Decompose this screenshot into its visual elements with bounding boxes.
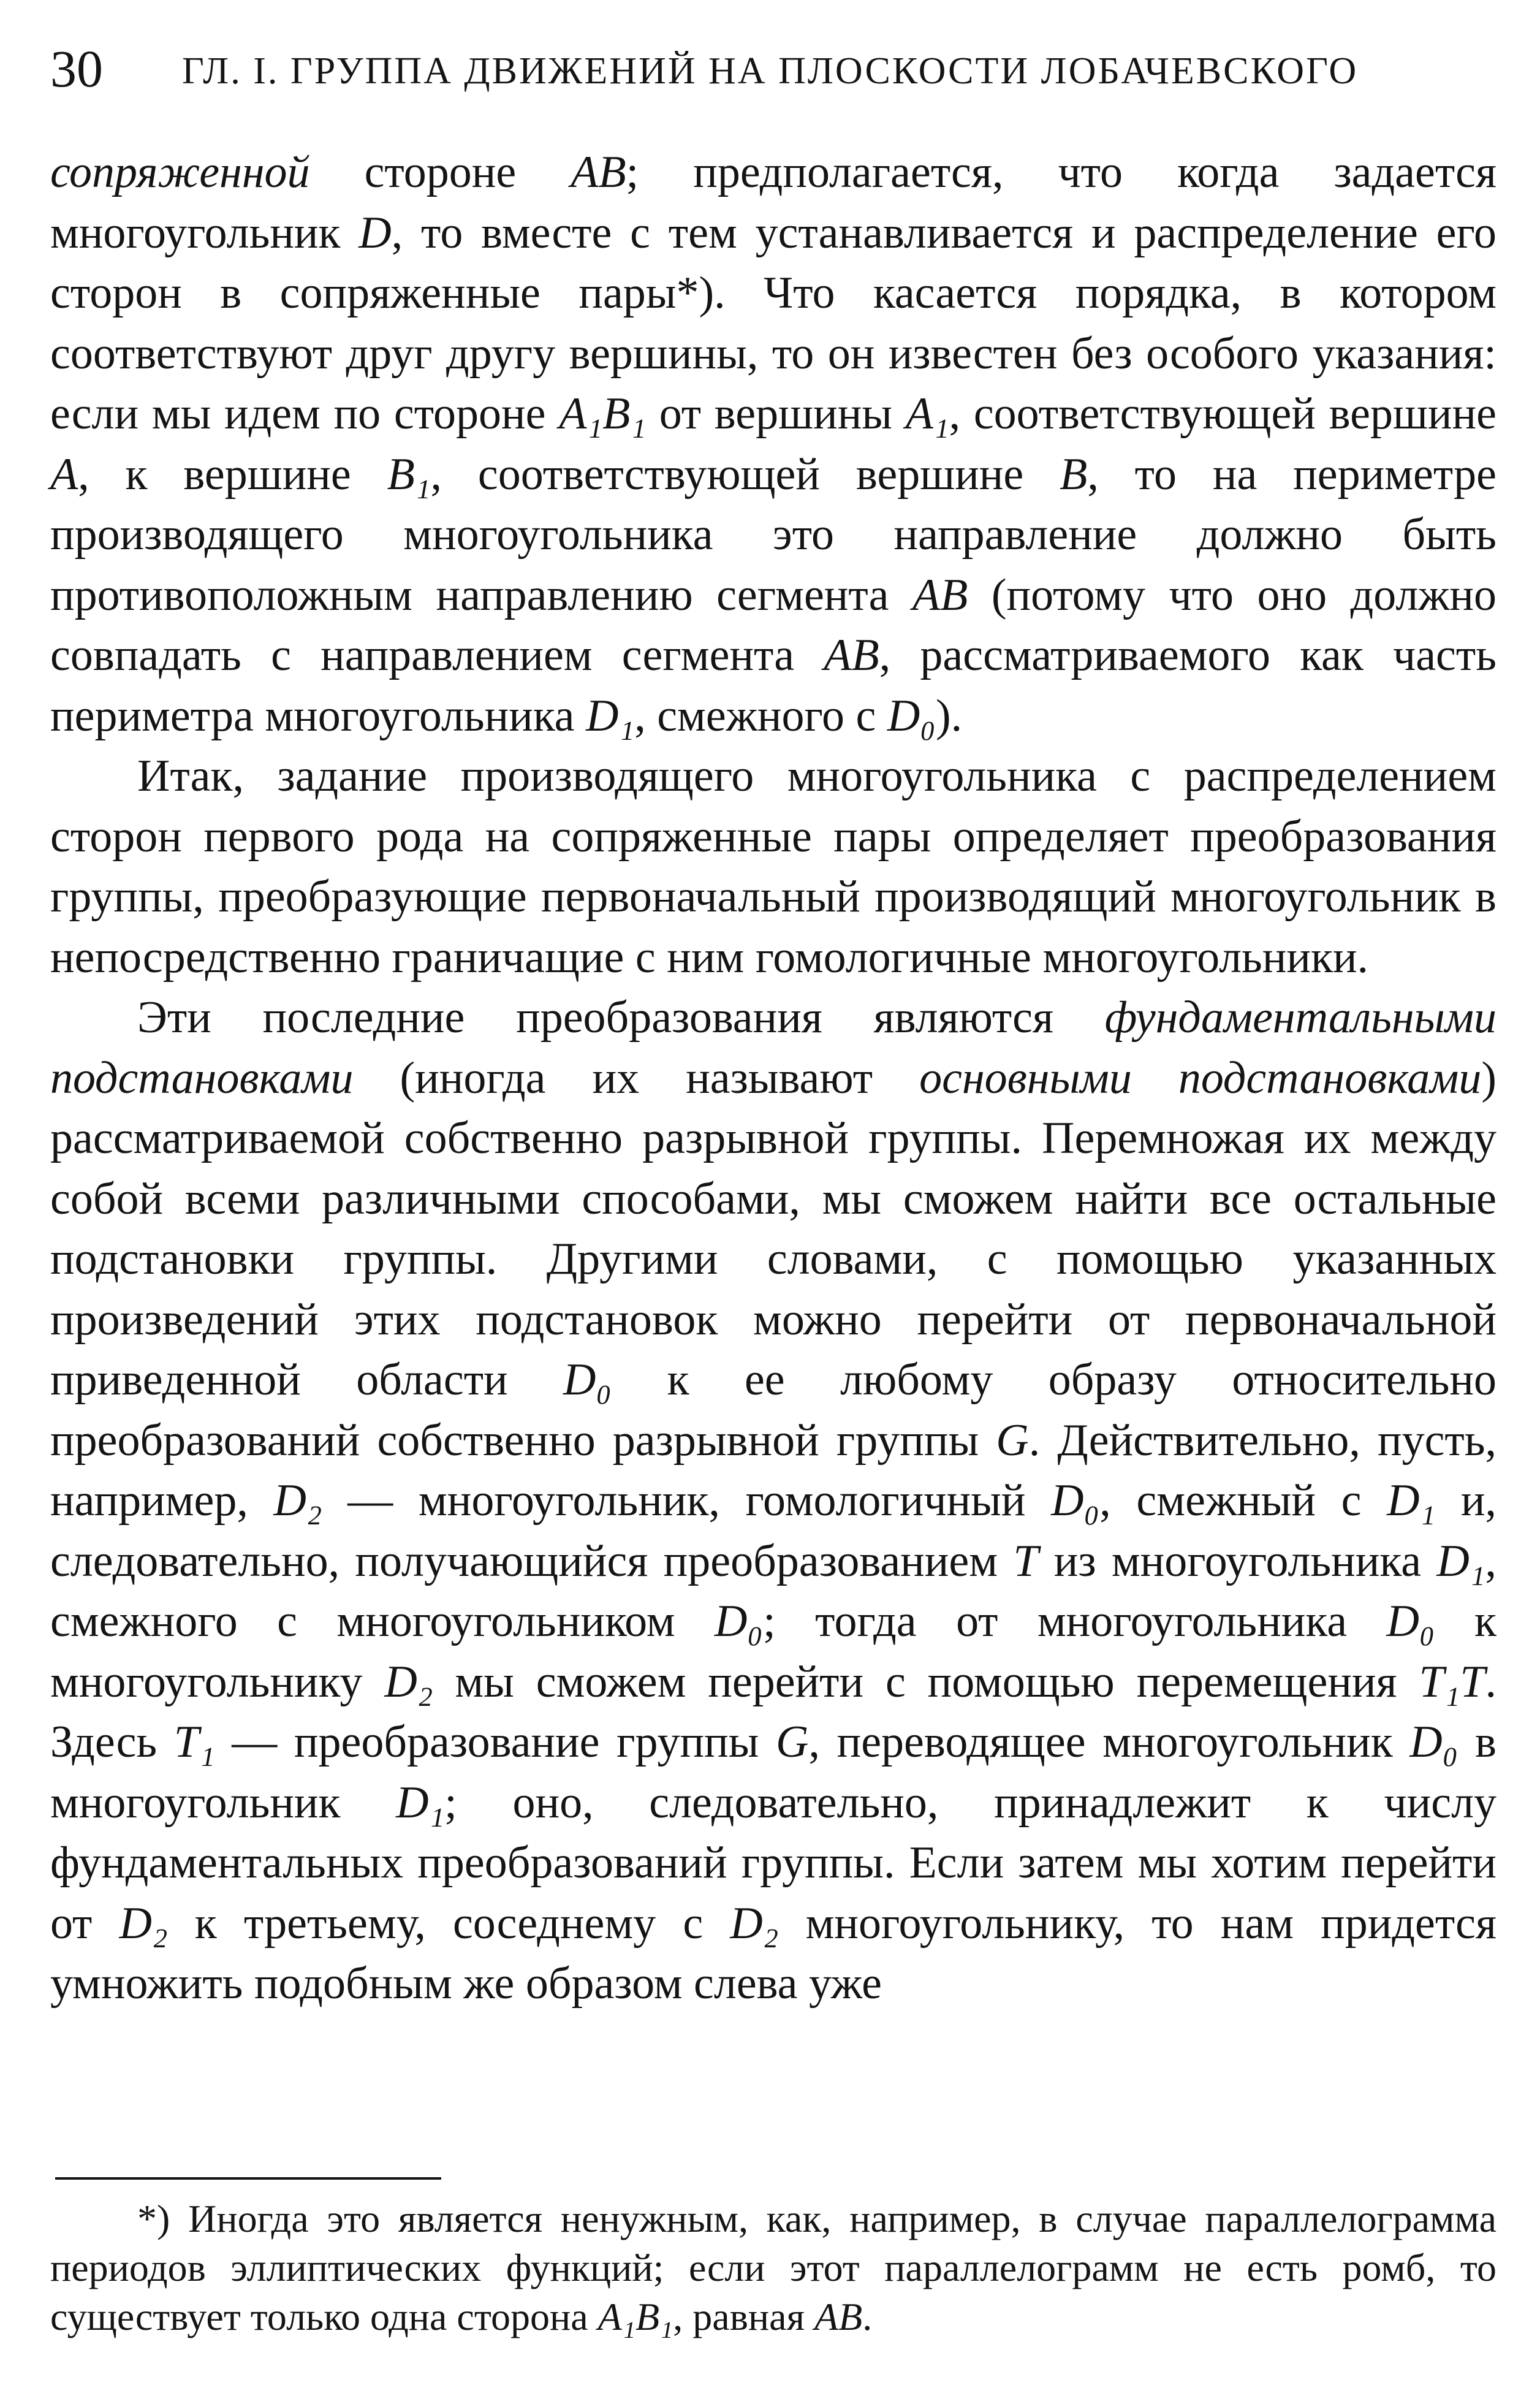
text-run: , смежный с [1099, 1475, 1387, 1526]
italic-text: B₁ [387, 449, 431, 500]
text-run: (иногда их называют [353, 1052, 920, 1103]
footnote-divider [55, 2177, 441, 2180]
italic-text: D₀ [1386, 1596, 1435, 1646]
italic-text: D₀ [1409, 1717, 1458, 1767]
italic-text: D₀ [1051, 1475, 1100, 1526]
italic-text: сопряженной [50, 147, 310, 197]
italic-text: D₀ [714, 1596, 764, 1646]
text-run: , то вместе с тем устанавливается и распределение его сторон в сопряженные пары*). Что касается порядка, в котором соответствуют друг другу вершины, то он известен без особого указания: если мы идем по стороне [50, 207, 1496, 439]
text-run: , рассматриваемого как часть периметра многоугольника [50, 630, 1496, 741]
text-run: . Действительно, пусть, например, [50, 1415, 1497, 1526]
text-run: от вершины [646, 389, 906, 439]
text-run: ; оно, следовательно, принадлежит к числу фундаментальных преобразований группы. Если затем мы хотим перейти от [50, 1777, 1496, 1949]
italic-text: D₁ [1436, 1535, 1485, 1586]
text-run: многоугольнику, то нам придется умножить подобным же образом слева уже [50, 1898, 1496, 2009]
italic-text: AB [814, 2295, 863, 2338]
text-run: , переводящее многоугольник [808, 1717, 1410, 1767]
italic-text: основными подстановками [919, 1052, 1482, 1103]
italic-text: AB [824, 630, 879, 680]
text-run: стороне [309, 147, 571, 197]
italic-text: фундаментальными подстановками [50, 992, 1496, 1103]
italic-text: D₁ [586, 690, 635, 741]
text-run: к третьему, соседнему с [167, 1898, 730, 1949]
italic-text: D₁ [1387, 1475, 1436, 1526]
text-run: мы сможем перейти с помощью перемещения [433, 1656, 1419, 1707]
text-run: Эти последние преобразования являются [137, 992, 1105, 1043]
text-run: . [862, 2295, 873, 2338]
italic-text: AB [571, 147, 626, 197]
text-run: ) рассматриваемой собственно разрывной группы. Перемножая их между собой всеми различными способами, мы сможем найти все остальные подстановки группы. Другими словами, с помощью указанных произведений этих подстановок можно перейти от первоначальной приведенной области [50, 1052, 1496, 1405]
paragraph-3 [50, 987, 1496, 2014]
text-run: . Здесь [50, 1656, 1497, 1767]
italic-text: D₂ [273, 1475, 322, 1526]
italic-text: D₂ [384, 1656, 433, 1707]
italic-text: AB [912, 569, 968, 620]
text-run: — преобразование группы [214, 1717, 776, 1767]
italic-text: D₂ [119, 1898, 168, 1949]
text-run: ; тогда от многоугольника [763, 1596, 1387, 1646]
text-run: к многоугольнику [50, 1596, 1497, 1707]
text-run: из многоугольника [1038, 1535, 1437, 1586]
text-run: , смежного с многоугольником [50, 1535, 1496, 1646]
text-run: , смежного с [634, 690, 887, 741]
italic-text: T₁T [1419, 1656, 1485, 1707]
text-run: в многоугольник [50, 1717, 1496, 1828]
italic-text: A [50, 449, 78, 500]
italic-text: D₂ [730, 1898, 779, 1949]
italic-text: T₁ [173, 1717, 215, 1767]
italic-text: D₀ [563, 1355, 612, 1405]
text-run: , соответствующей вершине [949, 389, 1496, 439]
italic-text: D [358, 207, 392, 258]
italic-text: A₁B₁ [559, 389, 647, 439]
text-run: , соответствующей вершине [430, 449, 1060, 500]
text-run: — многоугольник, гомологичный [322, 1475, 1052, 1526]
italic-text: D₀ [887, 690, 936, 741]
italic-text: B [1060, 449, 1088, 500]
italic-text: G [776, 1717, 809, 1767]
text-run: к ее любому образу относительно преобразований собственно разрывной группы [50, 1355, 1497, 1466]
text-run: ; предполагается, что когда задается многоугольник [50, 147, 1496, 258]
footnote-text [50, 2194, 1496, 2341]
paragraph-1 [50, 142, 1496, 746]
italic-text: A₁B₁ [597, 2295, 673, 2338]
italic-text: G [996, 1415, 1029, 1466]
running-title: ГЛ. I. ГРУППА ДВИЖЕНИЙ НА ПЛОСКОСТИ ЛОБАЧЕВСКОГО [182, 50, 1359, 92]
italic-text: T [1013, 1535, 1039, 1586]
text-run: Итак, задание производящего многоугольника с распределением сторон первого рода на сопряженные пары определяет преобразования группы, преобразующие первоначальный производящий многоугольник в непосредственно граничащие с ним гомологичные многоугольники. [50, 751, 1496, 983]
page-header [50, 38, 1496, 105]
text-run: , то на периметре производящего многоугольника это направление должно быть противоположным направлению сегмента [50, 449, 1496, 620]
text-run: *) Иногда это является ненужным, как, например, в случае параллелограмма периодов эллиптических функций; если этот параллелограмм не есть ромб, то существует только одна сторона [50, 2197, 1496, 2338]
text-run: и, следовательно, получающийся преобразованием [50, 1475, 1496, 1586]
text-run: , к вершине [78, 449, 387, 500]
page-number: 30 [50, 39, 103, 98]
italic-text: A₁ [905, 389, 949, 439]
text-run: (потому что оно должно совпадать с направлением сегмента [50, 569, 1496, 680]
text-run: , равная [673, 2295, 814, 2338]
footnote [50, 2194, 1496, 2341]
italic-text: D₁ [396, 1777, 445, 1828]
paragraph-2 [50, 746, 1496, 987]
text-run: ). [935, 690, 963, 741]
main-text [50, 142, 1496, 2014]
